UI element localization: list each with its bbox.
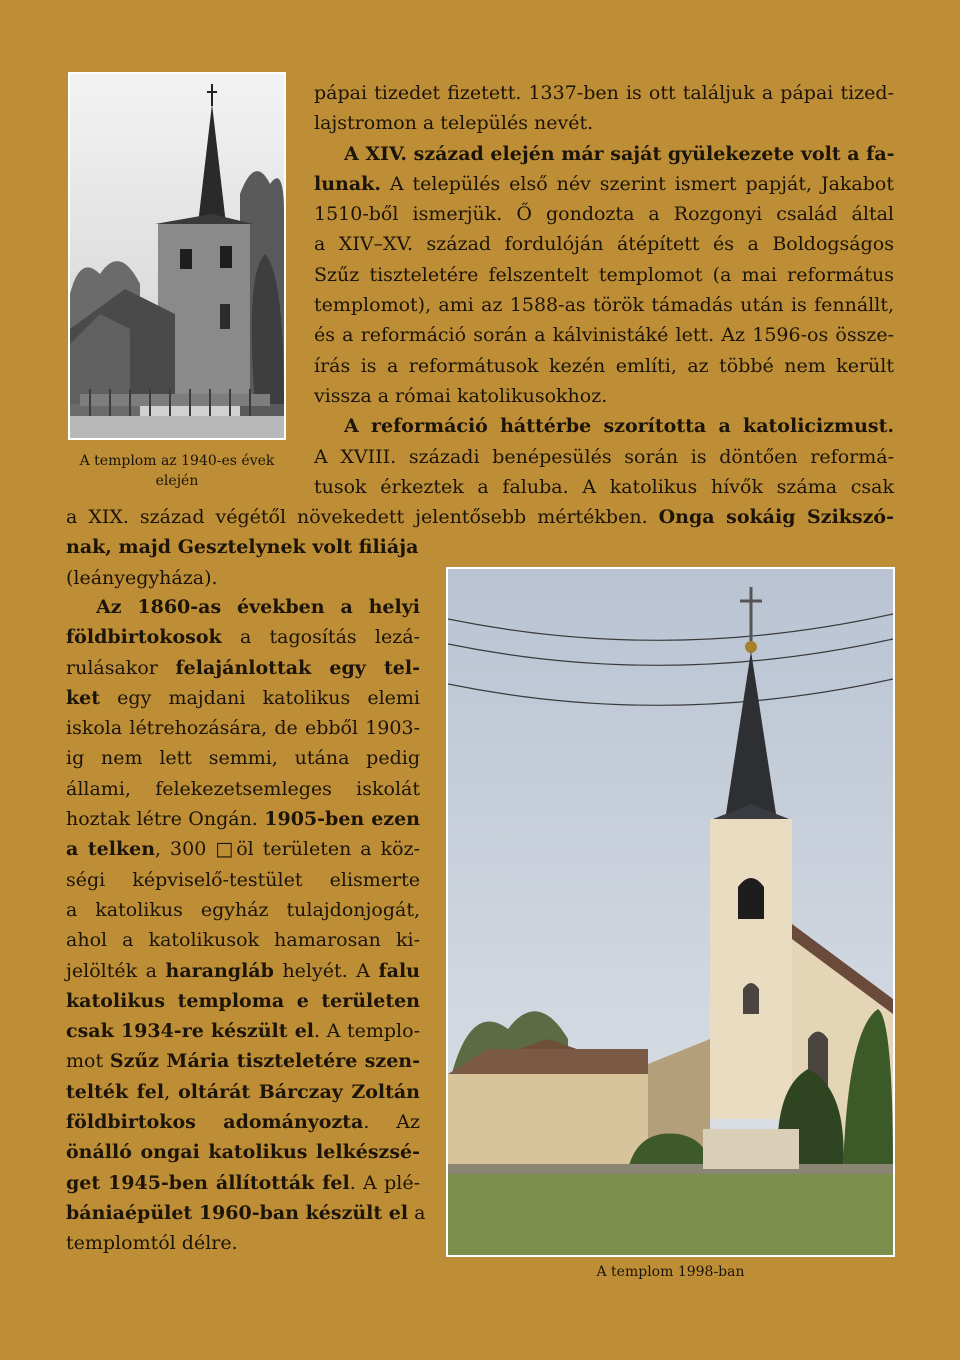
bold-text: bániaépület 1960-ban készült el bbox=[66, 1201, 409, 1224]
bold-text: a telken bbox=[66, 838, 156, 861]
bold-text: Szűz Mária tiszteletére szen- bbox=[109, 1050, 420, 1073]
bold-text: földbirtokos adományozta bbox=[66, 1111, 364, 1134]
text-line bbox=[66, 895, 420, 925]
text-run: ahol a katolikusok hamarosan ki- bbox=[66, 929, 420, 952]
text-line bbox=[314, 78, 894, 108]
text-run: rulásakor bbox=[66, 656, 176, 679]
text-line bbox=[66, 804, 420, 834]
text-run: . Az bbox=[363, 1111, 420, 1134]
text-line bbox=[314, 108, 894, 138]
text-run: A település első név szerint ismert papját, Jakabot bbox=[380, 172, 894, 195]
new-church-caption: A templom 1998-ban bbox=[596, 1264, 745, 1280]
text-line bbox=[66, 986, 420, 1016]
text-run: mot bbox=[66, 1050, 110, 1073]
left-column-text-block bbox=[66, 592, 426, 1259]
text-run: helyét. A bbox=[273, 959, 379, 982]
bold-text: csak 1934-re készült el bbox=[66, 1020, 315, 1043]
text-run: egy majdani katolikus elemi bbox=[100, 686, 420, 709]
text-line bbox=[66, 743, 420, 773]
bold-text: nak, majd Gesztelynek volt filiája bbox=[66, 536, 419, 559]
text-run: és a reformáció során a kálvinistáké lett. Az 1596-os össze- bbox=[314, 324, 894, 347]
bold-text: felajánlottak egy tel- bbox=[175, 656, 420, 679]
bold-text: telték fel bbox=[66, 1080, 165, 1103]
text-line bbox=[66, 1137, 420, 1167]
text-line bbox=[66, 1046, 420, 1076]
old-church-caption: A templom az 1940-es évek elején bbox=[79, 453, 275, 489]
text-line bbox=[66, 925, 420, 955]
text-line bbox=[314, 169, 894, 199]
text-run: a katolikus egyház tulajdonjogát, bbox=[66, 898, 420, 921]
text-run: 1510-ből ismerjük. Ő gondozta a Rozgonyi család által bbox=[314, 203, 894, 226]
text-line bbox=[314, 260, 894, 290]
text-run: vissza a római katolikusokhoz. bbox=[314, 384, 608, 407]
text-line bbox=[66, 683, 420, 713]
text-line bbox=[66, 1016, 420, 1046]
text-run: lajstromon a település nevét. bbox=[314, 112, 594, 135]
text-run: tusok érkeztek a faluba. A katolikus hívők száma csak bbox=[314, 475, 894, 498]
bold-text: földbirtokosok bbox=[66, 626, 222, 649]
text-run: jelölték a bbox=[66, 959, 166, 982]
text-run: (leányegyháza). bbox=[66, 566, 218, 589]
text-line bbox=[66, 532, 894, 562]
text-run: ségi képviselő-testület elismerte bbox=[66, 868, 420, 891]
text-run: hoztak létre Ongán. bbox=[66, 808, 265, 831]
text-line bbox=[314, 442, 894, 472]
bold-text: lunak. bbox=[314, 172, 381, 195]
text-run: iskola létrehozására, de ebből 1903- bbox=[66, 717, 420, 740]
text-line bbox=[66, 1107, 420, 1137]
text-line bbox=[314, 320, 894, 350]
text-line bbox=[314, 229, 894, 259]
text-line bbox=[66, 865, 420, 895]
bold-text: Onga sokáig Szikszó- bbox=[658, 506, 894, 528]
bold-text: ket bbox=[66, 686, 101, 709]
text-line bbox=[66, 622, 420, 652]
text-run: a tagosítás lezá- bbox=[221, 626, 420, 649]
text-run: . A templo- bbox=[314, 1020, 420, 1043]
text-line bbox=[314, 139, 894, 169]
bold-text: get 1945-ben állították fel bbox=[66, 1171, 350, 1194]
text-run: , bbox=[164, 1080, 179, 1103]
text-line bbox=[314, 472, 894, 502]
text-line bbox=[314, 351, 894, 381]
text-line bbox=[66, 713, 420, 743]
bold-text: Az 1860-as években a helyi bbox=[96, 596, 420, 618]
bold-text: A XIV. század elején már saját gyülekezete volt a fa- bbox=[344, 142, 895, 165]
new-church-photo bbox=[446, 567, 895, 1257]
text-run: ig nem lett semmi, utána pedig bbox=[66, 747, 420, 770]
text-run: . A plé- bbox=[349, 1171, 420, 1194]
text-line bbox=[314, 411, 894, 441]
text-line bbox=[66, 774, 420, 804]
text-run: írás is a reformátusok kezén említi, az többé nem került bbox=[314, 354, 894, 377]
bold-text: katolikus temploma e területen bbox=[66, 989, 420, 1012]
text-run: A XVIII. századi benépesülés során is döntően reformá- bbox=[314, 445, 894, 468]
text-line bbox=[314, 290, 894, 320]
column-text-block bbox=[314, 78, 894, 502]
text-line bbox=[66, 502, 894, 532]
text-line bbox=[314, 199, 894, 229]
text-line bbox=[66, 834, 420, 864]
text-run: állami, felekezetsemleges iskolát bbox=[66, 777, 420, 800]
text-line bbox=[66, 956, 420, 986]
text-line bbox=[66, 1228, 420, 1258]
text-line bbox=[66, 1077, 420, 1107]
text-line bbox=[66, 653, 420, 683]
bold-text: falu bbox=[378, 959, 420, 982]
text-run: , 300 □öl területen a köz- bbox=[155, 838, 420, 861]
text-run: pápai tizedet fizetett. 1337-ben is ott találjuk a pápai tized- bbox=[314, 82, 894, 104]
text-line bbox=[314, 381, 894, 411]
bold-text: 1905-ben ezen bbox=[264, 808, 420, 831]
text-run: a bbox=[408, 1201, 426, 1224]
text-run: Szűz tiszteletére felszentelt templomot (a mai református bbox=[314, 263, 894, 286]
text-run: templomot), ami az 1588-as török támadás után is fennállt, bbox=[314, 294, 894, 317]
text-line bbox=[66, 1168, 420, 1198]
bold-text: oltárát Bárczay Zoltán bbox=[178, 1080, 420, 1103]
bold-text: önálló ongai katolikus lelkészsé- bbox=[66, 1141, 420, 1164]
text-line bbox=[66, 1198, 426, 1228]
text-run: a XIX. század végétől növekedett jelentősebb mértékben. bbox=[66, 506, 659, 528]
old-church-photo bbox=[68, 72, 286, 440]
text-run: a XIV–XV. század fordulóján átépített és a Boldogságos bbox=[314, 233, 894, 256]
text-line bbox=[66, 592, 420, 622]
bold-text: harangláb bbox=[165, 959, 274, 982]
text-run: templomtól délre. bbox=[66, 1232, 238, 1255]
bold-text: A reformáció háttérbe szorította a katolicizmust. bbox=[344, 415, 894, 438]
